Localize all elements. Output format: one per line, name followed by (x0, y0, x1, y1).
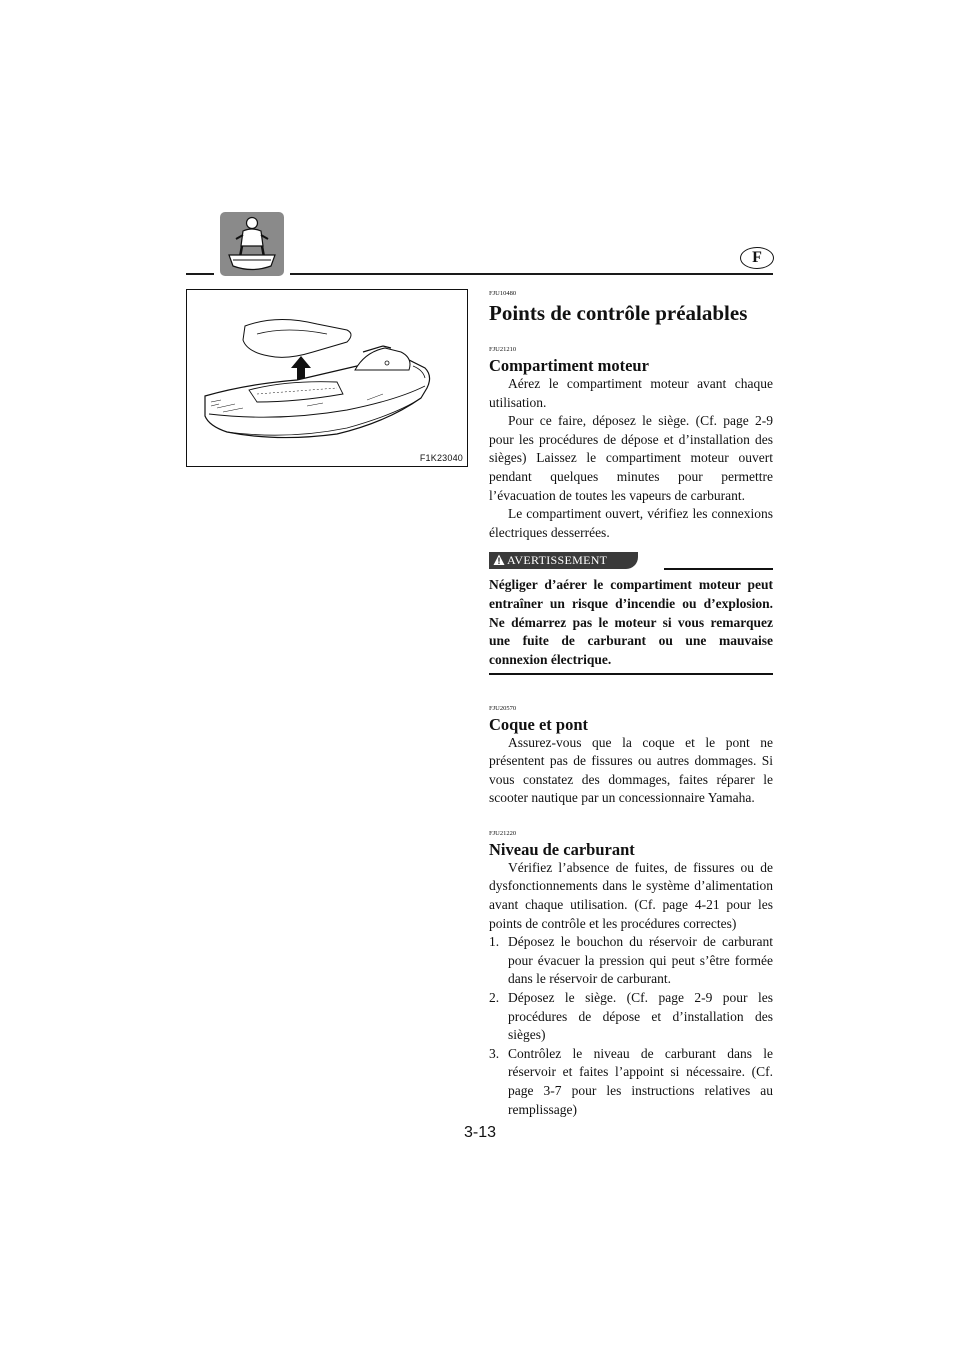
figure-box (186, 289, 468, 467)
warning-box (489, 552, 773, 674)
page-number: 3-13 (463, 1124, 497, 1141)
warning-label: AVERTISSEMENT (507, 553, 608, 568)
section-code: FJU21210 (489, 346, 517, 353)
list-item (489, 933, 773, 989)
paragraph: Le compartiment ouvert, vérifiez les connexions électriques desserrées. (489, 506, 773, 540)
list-item (489, 989, 773, 1045)
section-title-engine: Compartiment moteur (489, 356, 649, 375)
jet-ski-seat-removal-illustration (187, 290, 466, 465)
warning-badge (489, 552, 638, 569)
content-column (489, 290, 773, 1119)
step-text: Déposez le bouchon du réservoir de carburant pour évacuer la pression qui peut s’être formée dans le réservoir de carburant. (508, 934, 773, 987)
page-title: Points de contrôle préalables (489, 301, 748, 325)
paragraph: Vérifiez l’absence de fuites, de fissures ou de dysfonctionnements dans le système d’alimentation avant chaque utilisation. (Cf. page 4-21 pour les points de contrôle et les procédures correctes) (489, 859, 773, 931)
list-item (489, 1045, 773, 1119)
warning-text: Négliger d’aérer le compartiment moteur peut entraîner un risque d’incendie ou d’explosion. Ne démarrez pas le moteur si vous remarquez une fuite de carburant ou une mauvaise connexion électrique. (489, 577, 773, 667)
section-title-fuel: Niveau de carburant (489, 839, 635, 859)
section-code: FJU10480 (489, 290, 517, 297)
paragraph: Aérez le compartiment moteur avant chaque utilisation. (489, 376, 773, 410)
section-title-hull: Coque et pont (489, 714, 589, 734)
personal-watercraft-rider-icon (220, 212, 284, 276)
step-text: Contrôlez le niveau de carburant dans le réservoir et faites l’appoint si nécessaire. (Cf. page 3-7 pour les instructions relatives au remplissage) (508, 1045, 773, 1117)
step-number: 3. (489, 1045, 500, 1061)
steps-list (489, 933, 773, 1119)
figure-code: F1K23040 (419, 453, 463, 463)
paragraph: Pour ce faire, déposez le siège. (Cf. page 2-9 pour les procédures de dépose et d’installation des sièges) Laissez le compartiment moteur ouvert pendant quelques minutes pour permettre l’évacuation de toutes les vapeurs de carburant. (489, 413, 773, 503)
warning-rule (664, 568, 773, 569)
paragraph: Assurez-vous que la coque et le pont ne présentent pas de fissures ou autres dommages. Si vous constatez des dommages, faites réparer le scooter nautique par un concessionnaire Yamaha. (489, 734, 773, 806)
header-rule-left (186, 273, 214, 275)
step-number: 2. (489, 990, 500, 1006)
header-rule-right (290, 273, 773, 275)
step-number: 1. (489, 934, 500, 950)
section-code: FJU20570 (489, 704, 517, 712)
section-code: FJU21220 (489, 829, 517, 837)
step-text: Déposez le siège. (Cf. page 2-9 pour les procédures de dépose et d’installation des sièges) (508, 990, 773, 1043)
warning-triangle-icon (493, 554, 505, 566)
language-badge: F (740, 247, 774, 269)
